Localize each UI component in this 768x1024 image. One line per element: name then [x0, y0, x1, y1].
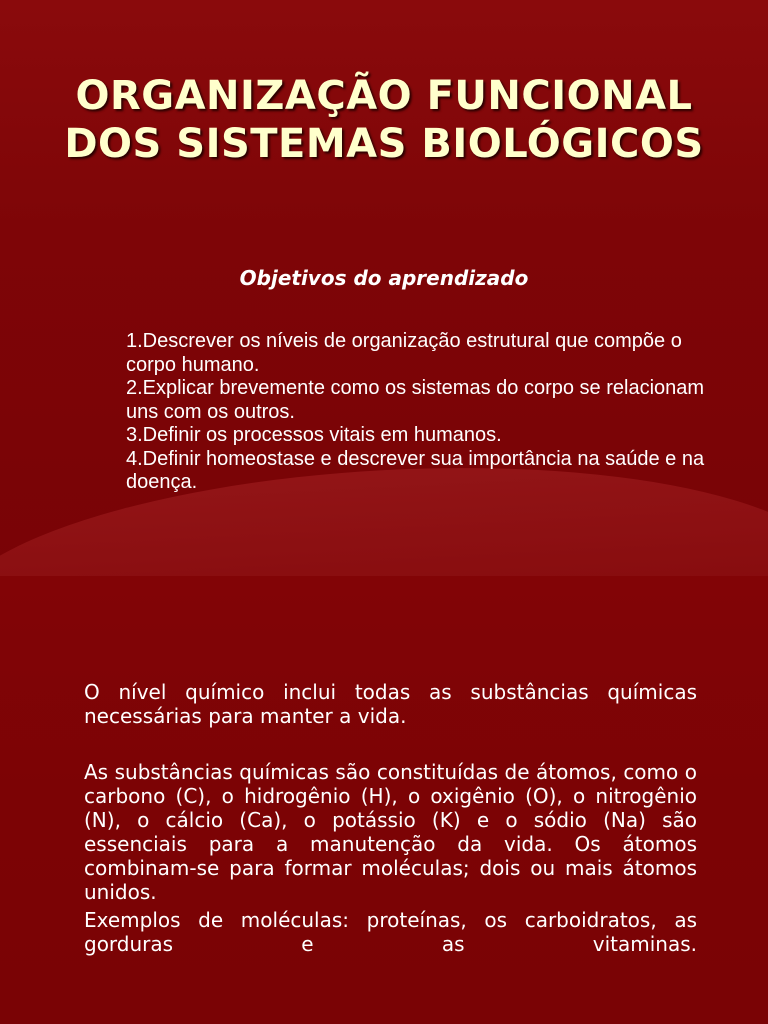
- paragraph-atoms: As substâncias químicas são constituídas de átomos, como o carbono (C), o hidrogênio (H), o oxigênio (O), o nitrogênio (N), o cálcio (Ca), o potássio (K) e o sódio (Na) são essenciais para a manutenção da vida. Os átomos combinam-se para formar moléculas; dois ou mais átomos unidos.: [84, 760, 697, 904]
- slide-subtitle: Objetivos do aprendizado: [239, 266, 529, 290]
- slide-title: ORGANIZAÇÃO FUNCIONAL DOS SISTEMAS BIOLÓGICOS: [64, 73, 704, 167]
- objective-item: 1.Descrever os níveis de organização estrutural que compõe o corpo humano.: [126, 330, 682, 376]
- objective-item: 3.Definir os processos vitais em humanos.: [126, 424, 502, 446]
- paragraph-chemical-level: O nível químico inclui todas as substâncias químicas necessárias para manter a vida.: [84, 680, 697, 728]
- paragraph-molecule-examples: Exemplos de moléculas: proteínas, os carboidratos, as gorduras e as vitaminas.: [84, 908, 697, 956]
- objective-item: 2.Explicar brevemente como os sistemas do corpo se relacionam uns com os outros.: [126, 377, 705, 423]
- slide-2: [0, 576, 768, 1024]
- objective-item: 4.Definir homeostase e descrever sua importância na saúde e na doença.: [126, 447, 705, 493]
- objectives-list: [126, 330, 706, 495]
